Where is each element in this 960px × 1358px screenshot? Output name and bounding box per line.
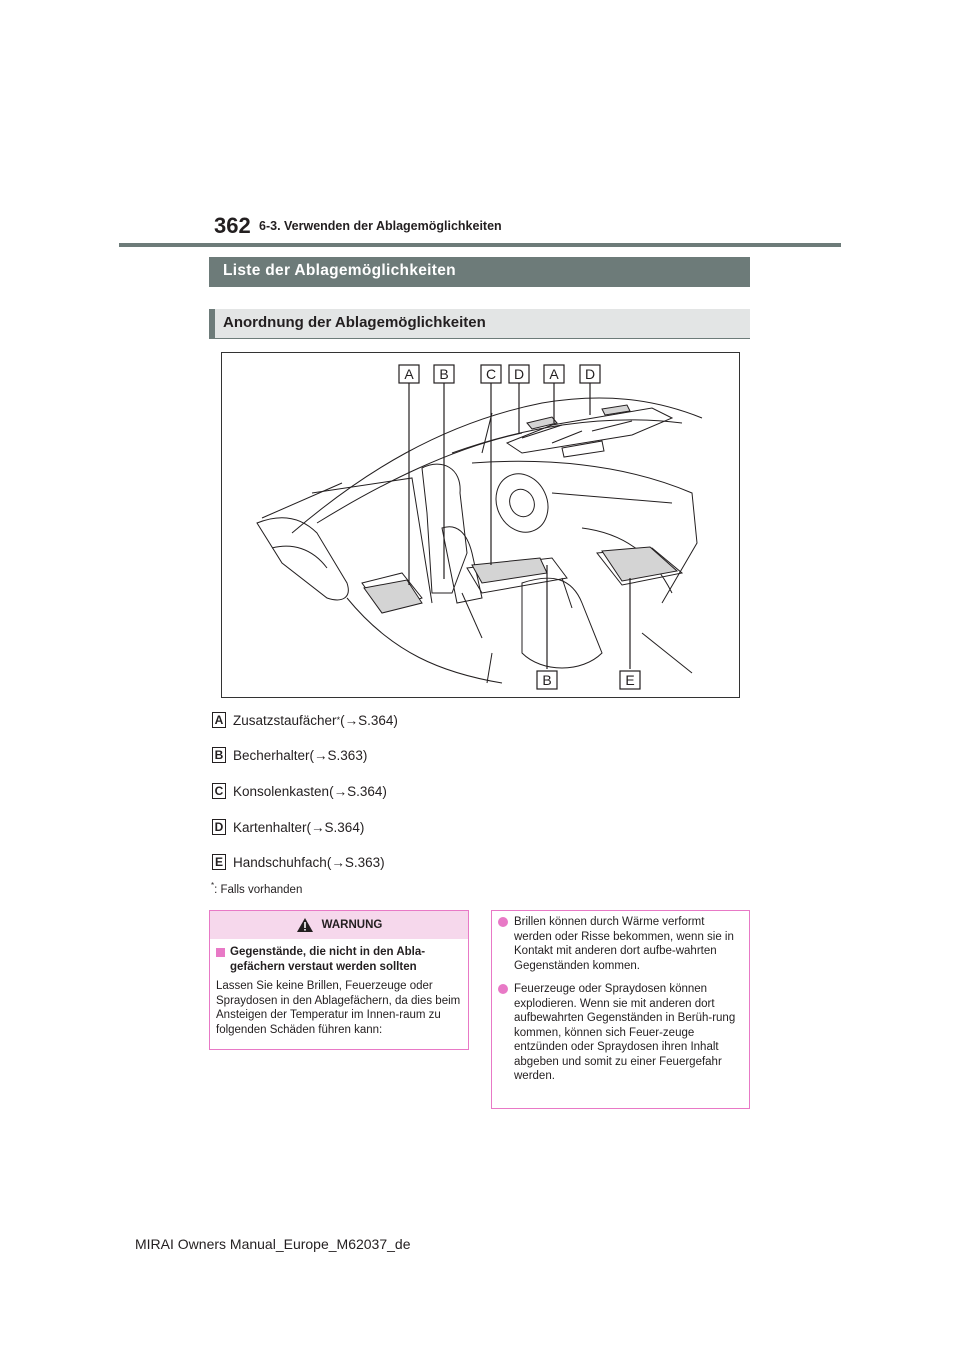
section-reference: 6-3. Verwenden der Ablagemöglichkeiten bbox=[259, 219, 502, 233]
round-bullet-icon bbox=[498, 917, 508, 927]
legend-text: Kartenhalter bbox=[233, 819, 307, 835]
legend-ref: (→S.363) bbox=[326, 854, 385, 870]
legend-letter: B bbox=[212, 747, 226, 763]
warning-triangle-icon bbox=[296, 917, 314, 933]
warning-box bbox=[209, 910, 469, 1050]
legend-item bbox=[212, 746, 367, 764]
legend-item bbox=[212, 711, 398, 729]
footnote-text: : Falls vorhanden bbox=[214, 883, 303, 896]
warning-bullet-text: Feuerzeuge oder Spraydosen können explodieren. Wenn sie mit anderen dort aufbewahrten Gegenständen in Berüh-rung kommen, können sich Feuer-zeuge entzünden oder Spraydosen ihren Inhalt abgeben und somit zu einer Feuergefahr werden. bbox=[514, 983, 736, 1082]
legend-text: Becherhalter bbox=[233, 747, 310, 763]
callout-label: E bbox=[625, 672, 635, 688]
map-holder-highlight bbox=[527, 417, 557, 429]
callout-label: B bbox=[439, 366, 449, 382]
warning-continued-box bbox=[491, 910, 750, 1109]
footnote bbox=[211, 881, 302, 896]
legend-letter: E bbox=[212, 854, 226, 870]
legend-text: Zusatzstaufächer bbox=[233, 712, 337, 728]
warning-subheading-row bbox=[216, 945, 462, 974]
legend-item bbox=[212, 782, 387, 800]
callout-label: D bbox=[513, 366, 525, 382]
square-bullet-icon bbox=[216, 948, 225, 957]
legend-letter: C bbox=[212, 783, 226, 799]
warning-header bbox=[210, 911, 468, 939]
callout-label: A bbox=[549, 366, 559, 382]
warning-heading: WARNUNG bbox=[321, 919, 383, 931]
footnote-star: * bbox=[211, 881, 215, 890]
warning-body: Lassen Sie keine Brillen, Feuerzeuge oder Spraydosen in den Ablagefächern, da dies beim Ansteigen der Temperatur im Innen-raum zu folgenden Schäden führen kann: bbox=[216, 980, 461, 1036]
warning-subheading: Gegenstände, die nicht in den Abla-gefächern verstaut werden sollten bbox=[230, 946, 426, 973]
warning-bullet bbox=[498, 982, 743, 1084]
legend-ref: (→S.364) bbox=[329, 783, 387, 799]
car-interior-illustration bbox=[222, 353, 739, 697]
page-title: Liste der Ablagemöglichkeiten bbox=[209, 257, 750, 287]
map-holder-highlight-2 bbox=[602, 405, 630, 415]
callout-label: A bbox=[404, 366, 414, 382]
callout-label: B bbox=[542, 672, 552, 688]
legend-text: Handschuhfach bbox=[233, 854, 327, 870]
legend-item bbox=[212, 818, 364, 836]
page-footer: MIRAI Owners Manual_Europe_M62037_de bbox=[135, 1236, 411, 1252]
callout-label: C bbox=[485, 366, 497, 382]
warning-bullet-text: Brillen können durch Wärme verformt werden oder Risse bekommen, wenn sie in Kontakt mit anderen dort aufbe-wahrten Gegenständen kommen. bbox=[514, 916, 734, 972]
legend-letter: A bbox=[212, 712, 226, 728]
legend-star: * bbox=[336, 715, 341, 725]
warning-bullet bbox=[498, 915, 743, 973]
callout-label: D bbox=[584, 366, 596, 382]
page-number: 362 bbox=[214, 213, 251, 238]
round-bullet-icon bbox=[498, 984, 508, 994]
legend-item bbox=[212, 853, 385, 871]
rear-storage-highlight bbox=[364, 580, 422, 613]
legend-text: Konsolenkasten bbox=[233, 783, 330, 799]
car-interior-figure bbox=[221, 352, 740, 698]
section-subtitle: Anordnung der Ablagemöglichkeiten bbox=[209, 309, 750, 339]
legend-ref: (→S.364) bbox=[306, 819, 365, 835]
legend-letter: D bbox=[212, 819, 226, 835]
legend-ref: (→S.364) bbox=[340, 712, 398, 728]
legend-ref: (→S.363) bbox=[309, 747, 368, 763]
header-rule bbox=[119, 243, 841, 247]
